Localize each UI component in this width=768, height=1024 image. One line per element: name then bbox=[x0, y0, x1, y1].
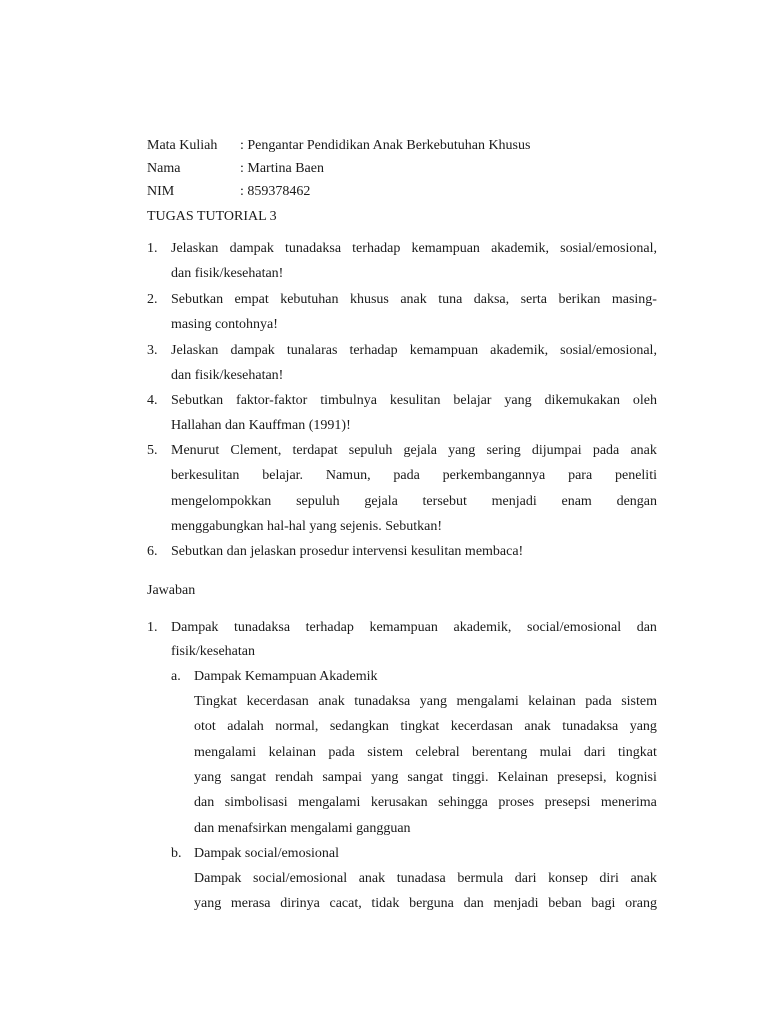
word: menjadi bbox=[493, 896, 539, 912]
word: pada bbox=[592, 443, 620, 458]
subitem-letter: a. bbox=[171, 669, 181, 684]
word: tingkat bbox=[400, 719, 440, 735]
word: kelainan bbox=[528, 694, 576, 709]
word: anak bbox=[318, 694, 345, 709]
word: tunadaksa bbox=[562, 719, 619, 735]
word: yang bbox=[504, 393, 532, 408]
word: dikemukakan bbox=[544, 393, 620, 408]
word: empat bbox=[234, 292, 269, 307]
word: berikan bbox=[558, 292, 601, 307]
word: berguna bbox=[409, 896, 454, 912]
word: bermula bbox=[457, 871, 504, 886]
subitem-letter: b. bbox=[171, 846, 182, 861]
question-line bbox=[171, 342, 657, 360]
header-label: Nama bbox=[147, 161, 181, 176]
word: Dampak bbox=[171, 620, 219, 635]
word: konsep bbox=[548, 871, 588, 886]
word: merasa bbox=[230, 896, 271, 912]
word: sampai bbox=[322, 769, 363, 785]
header-label: Mata Kuliah bbox=[147, 138, 218, 153]
word: Tingkat bbox=[194, 694, 238, 709]
word: tunadaksa bbox=[285, 241, 342, 256]
word: anak bbox=[358, 871, 386, 886]
word: kecerdasan bbox=[450, 719, 513, 735]
word: dari bbox=[514, 871, 537, 886]
word: tuna bbox=[438, 292, 463, 307]
word: mengelompokkan bbox=[171, 493, 272, 509]
word: proses bbox=[498, 795, 535, 811]
word: social/emosional bbox=[253, 871, 348, 886]
header-value: : 859378462 bbox=[240, 184, 311, 199]
subitem-title: Dampak Kemampuan Akademik bbox=[194, 669, 378, 684]
word: para bbox=[568, 468, 593, 484]
word: sepuluh bbox=[348, 443, 393, 458]
word: khusus bbox=[349, 292, 389, 307]
word: sosial/emosional, bbox=[560, 241, 657, 256]
question-number: 3. bbox=[147, 343, 158, 358]
word: yang bbox=[194, 896, 222, 912]
word: daksa, bbox=[473, 292, 510, 307]
subitem-line bbox=[194, 794, 657, 812]
word: rendah bbox=[275, 769, 314, 785]
word: kemampuan bbox=[411, 241, 480, 256]
word: bagi bbox=[591, 896, 616, 912]
word: tinggi. bbox=[452, 769, 489, 785]
word: masing- bbox=[611, 292, 657, 307]
word: kerusakan bbox=[370, 795, 428, 811]
question-line: Sebutkan dan jelaskan prosedur intervensi kesulitan membaca! bbox=[171, 544, 524, 559]
word: Jelaskan bbox=[171, 343, 219, 358]
header-value: : Pengantar Pendidikan Anak Berkebutuhan Khusus bbox=[240, 138, 531, 153]
word: Menurut bbox=[171, 443, 220, 458]
word: normal, bbox=[275, 719, 319, 735]
word: terhadap bbox=[352, 241, 401, 256]
question-line bbox=[171, 240, 657, 258]
word: celebral bbox=[415, 744, 460, 760]
word: yang bbox=[194, 769, 222, 785]
question-line bbox=[171, 442, 657, 460]
subitem-line bbox=[194, 744, 657, 762]
word: otot bbox=[194, 719, 216, 735]
word: menerima bbox=[600, 795, 657, 811]
word: dari bbox=[583, 744, 606, 760]
word: serta bbox=[520, 292, 547, 307]
word: mengalami bbox=[456, 694, 519, 709]
word: akademik, bbox=[491, 241, 549, 256]
word: dan bbox=[194, 795, 215, 811]
word: dengan bbox=[616, 493, 657, 509]
word: sangat bbox=[407, 769, 444, 785]
question-number: 2. bbox=[147, 292, 158, 307]
word: pada bbox=[585, 694, 612, 709]
assignment-title: TUGAS TUTORIAL 3 bbox=[147, 209, 277, 224]
word: sistem bbox=[367, 744, 403, 760]
word: sepuluh bbox=[296, 493, 340, 509]
word: anak bbox=[400, 292, 427, 307]
word: dan bbox=[636, 620, 657, 635]
word: orang bbox=[625, 896, 657, 912]
question-line bbox=[171, 392, 657, 410]
word: sistem bbox=[621, 694, 657, 709]
word: dampak bbox=[230, 343, 275, 358]
word: anak bbox=[630, 443, 657, 458]
answer-number: 1. bbox=[147, 620, 158, 635]
word: Dampak bbox=[194, 871, 242, 886]
word: perkembangannya bbox=[442, 468, 546, 484]
word: kelainan bbox=[268, 744, 316, 760]
question-number: 1. bbox=[147, 241, 158, 256]
word: oleh bbox=[632, 393, 657, 408]
word: mengalami bbox=[298, 795, 361, 811]
word: tunalaras bbox=[286, 343, 338, 358]
question-line: Hallahan dan Kauffman (1991)! bbox=[171, 418, 351, 434]
word: dan bbox=[463, 896, 484, 912]
word: akademik, bbox=[490, 343, 549, 358]
word: mulai bbox=[539, 744, 572, 760]
word: yang bbox=[448, 443, 476, 458]
word: kebutuhan bbox=[280, 292, 339, 307]
word: anak bbox=[630, 871, 657, 886]
word: kemampuan bbox=[369, 620, 438, 635]
word: Clement, bbox=[230, 443, 282, 458]
subitem-line bbox=[194, 870, 657, 888]
word: terhadap bbox=[349, 343, 398, 358]
word: tersebut bbox=[422, 493, 467, 509]
header-value: : Martina Baen bbox=[240, 161, 324, 176]
word: sedangkan bbox=[329, 719, 389, 735]
word: Jelaskan bbox=[171, 241, 219, 256]
word: timbulnya bbox=[320, 393, 377, 408]
subitem-line bbox=[194, 693, 657, 711]
word: diri bbox=[599, 871, 619, 886]
word: Sebutkan bbox=[171, 292, 224, 307]
word: yang bbox=[371, 769, 399, 785]
word: tunadaksa bbox=[234, 620, 291, 635]
subitem-line bbox=[194, 895, 657, 913]
word: gejala bbox=[403, 443, 437, 458]
word: peneliti bbox=[614, 468, 657, 484]
question-line bbox=[171, 467, 657, 485]
word: menjadi bbox=[491, 493, 537, 509]
answer-line bbox=[171, 619, 657, 637]
word: adalah bbox=[227, 719, 264, 735]
word: kemampuan bbox=[409, 343, 479, 358]
question-line bbox=[171, 493, 657, 511]
word: yang bbox=[419, 694, 448, 709]
question-line: dan fisik/kesehatan! bbox=[171, 368, 284, 384]
word: sangat bbox=[230, 769, 267, 785]
word: dijumpai bbox=[531, 443, 582, 458]
word: tidak bbox=[371, 896, 400, 912]
word: simbolisasi bbox=[224, 795, 288, 811]
word: kecerdasan bbox=[246, 694, 309, 709]
question-line bbox=[171, 291, 657, 309]
answers-heading: Jawaban bbox=[147, 583, 196, 598]
word: dirinya bbox=[280, 896, 320, 912]
subitem-line bbox=[194, 769, 657, 787]
word: belajar bbox=[453, 393, 492, 408]
word: pada bbox=[328, 744, 355, 760]
question-number: 6. bbox=[147, 544, 158, 559]
word: enam bbox=[561, 493, 592, 509]
word: faktor-faktor bbox=[236, 393, 308, 408]
word: cacat, bbox=[329, 896, 362, 912]
word: akademik, bbox=[453, 620, 512, 635]
word: sosial/emosional, bbox=[560, 343, 657, 358]
word: pada bbox=[393, 468, 420, 484]
question-number: 5. bbox=[147, 443, 158, 458]
subitem-title: Dampak social/emosional bbox=[194, 846, 340, 861]
word: kognisi bbox=[615, 769, 657, 785]
word: mengalami bbox=[194, 744, 257, 760]
word: dampak bbox=[229, 241, 274, 256]
word: gejala bbox=[364, 493, 398, 509]
subitem-line bbox=[194, 718, 657, 736]
word: tingkat bbox=[618, 744, 657, 760]
word: anak bbox=[524, 719, 551, 735]
word: kesulitan bbox=[389, 393, 441, 408]
word: sering bbox=[486, 443, 521, 458]
question-line: menggabungkan hal-hal yang sejenis. Sebutkan! bbox=[171, 518, 442, 534]
subitem-line: dan menafsirkan mengalami gangguan bbox=[194, 820, 411, 836]
word: beban bbox=[548, 896, 582, 912]
question-line: dan fisik/kesehatan! bbox=[171, 266, 284, 282]
word: presepsi bbox=[544, 795, 591, 811]
word: tunadaksa bbox=[354, 694, 411, 709]
word: terdapat bbox=[292, 443, 338, 458]
word: Namun, bbox=[325, 468, 371, 484]
word: tunadasa bbox=[396, 871, 446, 886]
answer-line: fisik/kesehatan bbox=[171, 644, 255, 659]
word: berkesulitan bbox=[171, 468, 240, 484]
word: social/emosional bbox=[527, 620, 622, 635]
word: berentang bbox=[472, 744, 528, 760]
word: Kelainan bbox=[497, 769, 549, 785]
word: yang bbox=[629, 719, 657, 735]
question-number: 4. bbox=[147, 393, 158, 408]
question-line: masing contohnya! bbox=[171, 317, 278, 333]
header-label: NIM bbox=[147, 184, 175, 199]
word: belajar. bbox=[262, 468, 304, 484]
word: presepsi, bbox=[557, 769, 607, 785]
word: sehingga bbox=[438, 795, 488, 811]
word: terhadap bbox=[305, 620, 354, 635]
word: Sebutkan bbox=[171, 393, 224, 408]
